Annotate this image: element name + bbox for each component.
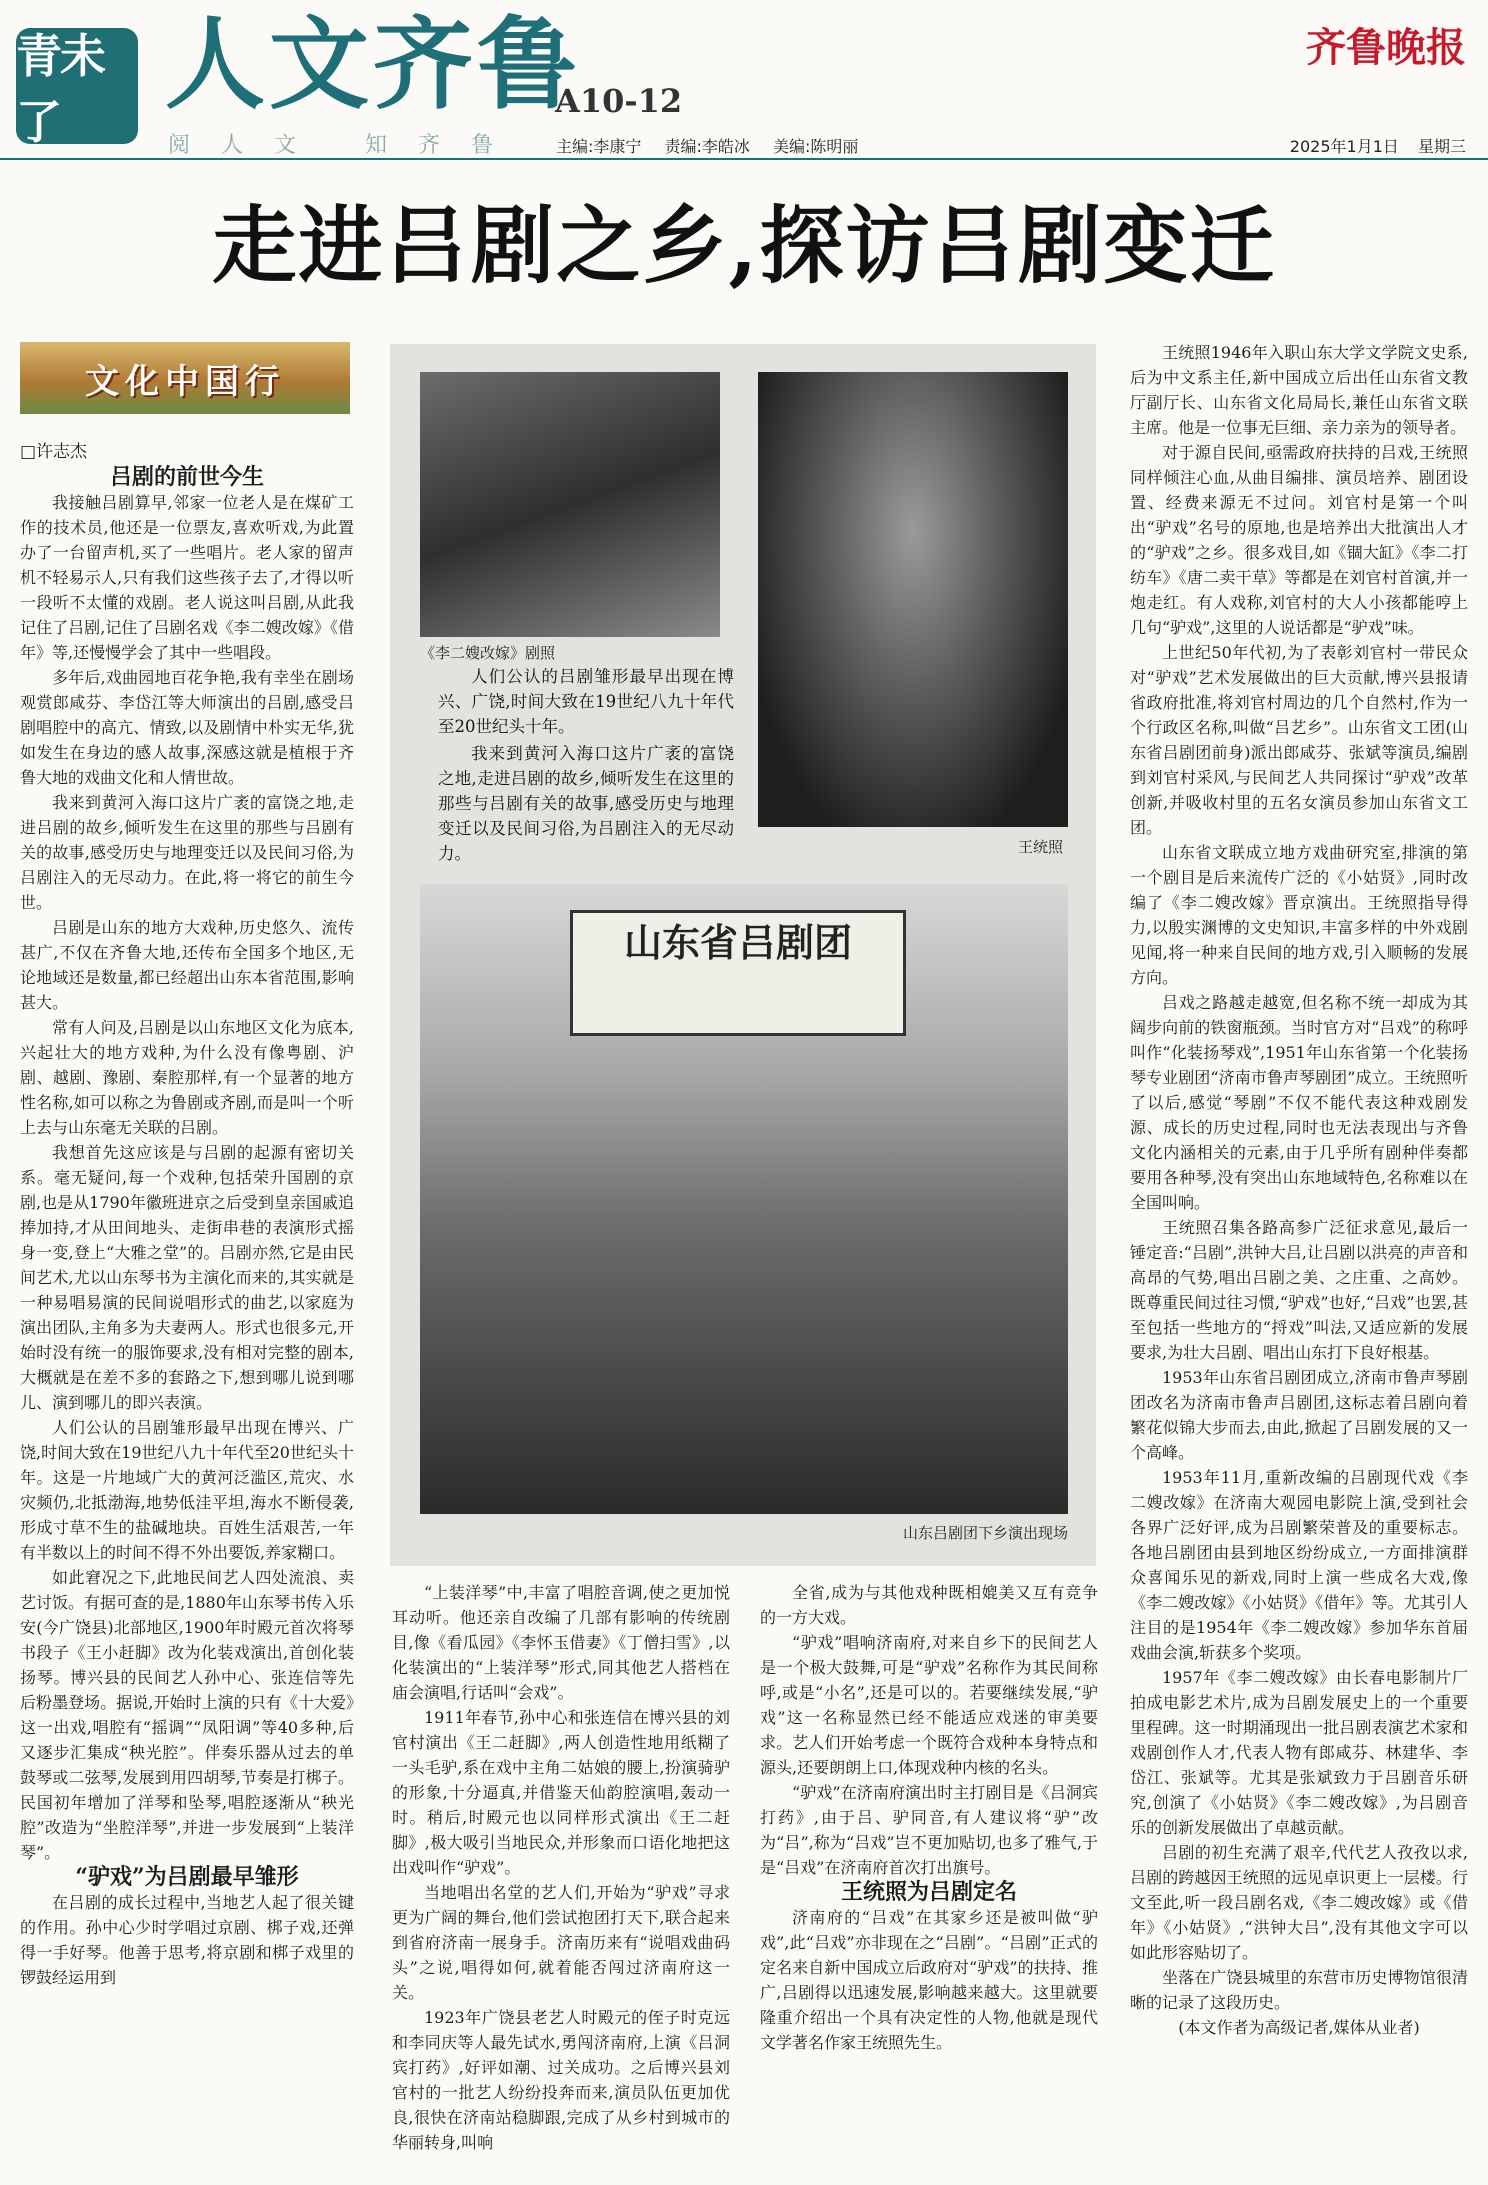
banner-text: 文化中国行: [85, 361, 285, 402]
page-name: 人文齐鲁: [165, 5, 581, 123]
photo-troupe-performance: [420, 884, 1068, 1514]
paragraph: 1923年广饶县老艺人时殿元的侄子时克远和李同庆等人最先试水,勇闯济南府,上演《吕洞宾打药》,好评如潮、过关成功。之后博兴县刘官村的一批艺人纷纷投奔而来,演员队伍更加优良,很快在济南站稳脚跟,完成了从乡村到城市的华丽转身,叫响: [392, 2008, 730, 2152]
column-2: [392, 1580, 730, 2155]
paragraph: 山东省文联成立地方戏曲研究室,排演的第一个剧目是后来流传广泛的《小姑贤》,同时改编了《李二嫂改嫁》晋京演出。王统照指导得力,以殷实渊博的文史知识,丰富多样的中外戏剧见闻,将一种来自民间的地方戏,引入顺畅的发展方向。: [1130, 843, 1468, 987]
column-logo: 青未了: [16, 28, 138, 144]
pull-quote: [438, 664, 734, 868]
paragraph: “驴戏”在济南府演出时主打剧目是《吕洞宾打药》,由于吕、驴同音,有人建议将“驴”改为“吕”,称为“吕戏”岂不更加贴切,也多了雅气,于是“吕戏”在济南府首次打出旗号。: [760, 1783, 1098, 1877]
section-heading-1: 吕剧的前世今生: [109, 464, 264, 490]
paragraph: 我来到黄河入海口这片广袤的富饶之地,走进吕剧的故乡,倾听发生在这里的那些与吕剧有关的故事,感受历史与地理变迁以及民间习俗,为吕剧注入的无尽动力。在此,将一将它的前生今世。: [20, 793, 354, 912]
paragraph: 在吕剧的成长过程中,当地艺人起了很关键的作用。孙中心少时学唱过京剧、梆子戏,还弹得一手好琴。他善于思考,将京剧和梆子戏里的锣鼓经运用到: [20, 1893, 354, 1987]
paragraph: 人们公认的吕剧雏形最早出现在博兴、广饶,时间大致在19世纪八九十年代至20世纪头十年。这是一片地域广大的黄河泛滥区,荒灾、水灾频仍,北抵渤海,地势低洼平坦,海水不断侵袭,形成寸草不生的盐碱地块。百姓生活艰苦,一年有半数以上的时间不得不外出要饭,养家糊口。: [20, 1418, 354, 1562]
art-editor: 美编:陈明丽: [773, 137, 859, 156]
photo-wang-tongzhao: [758, 372, 1068, 827]
paragraph: 1953年11月,重新改编的吕剧现代戏《李二嫂改嫁》在济南大观园电影院上演,受到社会各界广泛好评,成为吕剧繁荣普及的重要标志。各地吕剧团由县到地区纷纷成立,一方面排演群众喜闻乐见的新戏,同时上演一些成名大戏,像《李二嫂改嫁》《小姑贤》《借年》等。尤其引人注目的是1954年《李二嫂改嫁》参加华东首届戏曲会演,斩获多个奖项。: [1130, 1468, 1468, 1662]
editor: 主编:李康宁: [556, 137, 642, 156]
paragraph: 王统照召集各路高参广泛征求意见,最后一锤定音:“吕剧”,洪钟大吕,让吕剧以洪亮的声音和高昂的气势,唱出吕剧之美、之庄重、之高妙。既尊重民间过往习惯,“驴戏”也好,“吕戏”也罢,甚至包括一些地方的“捋戏”叫法,又适应新的发展要求,为壮大吕剧、唱出山东打下良好根基。: [1130, 1218, 1468, 1362]
author-note: (本文作者为高级记者,媒体从业者): [1178, 2018, 1420, 2037]
paragraph: “上装洋琴”中,丰富了唱腔音调,使之更加悦耳动听。他还亲自改编了几部有影响的传统剧目,像《看瓜园》《李怀玉借妻》《丁僧扫雪》,以化装演出的“上装洋琴”形式,同其他艺人搭档在庙会演唱,行话叫“会戏”。: [392, 1583, 730, 1702]
masthead-rule: [0, 158, 1488, 160]
paragraph: 全省,成为与其他戏种既相媲美又互有竞争的一方大戏。: [760, 1583, 1098, 1627]
paragraph: 如此窘况之下,此地民间艺人四处流浪、卖艺讨饭。有据可查的是,1880年山东琴书传入乐安(今广饶县)北部地区,1900年时殿元首次将琴书段子《王小赶脚》改为化装戏演出,首创化装扬琴。博兴县的民间艺人孙中心、张连信等先后粉墨登场。据说,开始时上演的只有《十大爱》这一出戏,唱腔有“摇调”“凤阳调”等40多种,后又逐步汇集成“秧光腔”。伴奏乐器从过去的单鼓琴或二弦琴,发展到用四胡琴,节奏是打梆子。民国初年增加了洋琴和坠琴,唱腔逐渐从“秧光腔”改造为“坐腔洋琴”,并进一步发展到“上装洋琴”。: [20, 1568, 354, 1862]
photo-caption-2: 王统照: [1018, 838, 1064, 856]
editor-credits: [556, 134, 876, 157]
paragraph: 我想首先这应该是与吕剧的起源有密切关系。毫无疑问,每一个戏种,包括荣升国剧的京剧,也是从1790年徽班进京之后受到皇亲国戚追捧加持,才从田间地头、走街串巷的表演形式摇身一变,登上“大雅之堂”的。吕剧亦然,它是由民间艺术,尤以山东琴书为主演化而来的,其实就是一种易唱易演的民间说唱形式的曲艺,以家庭为演出团队,主角多为夫妻两人。形式也很多元,开始时没有统一的服饰要求,没有相对完整的剧本,大概就是在差不多的套路之下,想到哪儿说到哪儿、演到哪儿的即兴表演。: [20, 1143, 354, 1412]
date: 2025年1月1日: [1289, 137, 1399, 156]
paragraph: 吕戏之路越走越宽,但名称不统一却成为其阔步向前的铁窗瓶颈。当时官方对“吕戏”的称呼叫作“化装扬琴戏”,1951年山东省第一个化装扬琴专业剧团“济南市鲁声琴剧团”成立。王统照听了以后,感觉“琴剧”不仅不能代表这种戏剧发源、成长的历史过程,同时也无法表现出与齐鲁文化内涵相关的元素,由于几乎所有剧种伴奏都要用各种琴,没有突出山东地域特色,名称难以在全国叫响。: [1130, 993, 1468, 1212]
paragraph: 1953年山东省吕剧团成立,济南市鲁声琴剧团改名为济南市鲁声吕剧团,这标志着吕剧向着繁花似锦大步而去,由此,掀起了吕剧发展的又一个高峰。: [1130, 1368, 1468, 1462]
photo-li-ersao-stills: [420, 372, 720, 637]
paragraph: 吕剧是山东的地方大戏种,历史悠久、流传甚广,不仅在齐鲁大地,还传布全国多个地区,无论地域还是数量,都已经超出山东本省范围,影响甚大。: [20, 918, 354, 1012]
dateline: [1276, 134, 1466, 157]
paragraph: 坐落在广饶县城里的东营市历史博物馆很清晰的记录了这段历史。: [1130, 1968, 1468, 2012]
paragraph: 我接触吕剧算早,邻家一位老人是在煤矿工作的技术员,他还是一位票友,喜欢听戏,为此置办了一台留声机,买了一些唱片。老人家的留声机不轻易示人,只有我们这些孩子去了,才得以听一段听不太懂的戏剧。老人说这叫吕剧,从此我记住了吕剧,记住了吕剧名戏《李二嫂改嫁》《借年》等,还慢慢学会了其中一些唱段。: [20, 493, 354, 662]
paragraph: 济南府的“吕戏”在其家乡还是被叫做“驴戏”,此“吕戏”亦非现在之“吕剧”。“吕剧”正式的定名来自新中国成立后政府对“驴戏”的扶持、推广,吕剧得以迅速发展,影响越来越大。这里就要隆重介绍出一个具有决定性的人物,他就是现代文学著名作家王统照先生。: [760, 1908, 1098, 2052]
weekday: 星期三: [1417, 137, 1466, 156]
slogan: 阅人文 知齐鲁: [168, 133, 524, 158]
section-banner: [20, 342, 350, 414]
pull-quote-text-2: 我来到黄河入海口这片广袤的富饶之地,走进吕剧的故乡,倾听发生在这里的那些与吕剧有关的故事,感受历史与地理变迁以及民间习俗,为吕剧注入的无尽动力。: [438, 744, 734, 863]
paragraph: 王统照1946年入职山东大学文学院文史系,后为中文系主任,新中国成立后出任山东省文教厅副厅长、山东省文化局局长,兼任山东省文联主席。他是一位事无巨细、亲力亲为的领导者。: [1130, 343, 1468, 437]
photo-panel: [390, 344, 1096, 1566]
column-3: [760, 1580, 1098, 2055]
photo-caption-3: 山东吕剧团下乡演出现场: [902, 1524, 1068, 1542]
paragraph: “驴戏”唱响济南府,对来自乡下的民间艺人是一个极大鼓舞,可是“驴戏”名称作为其民间称呼,或是“小名”,还是可以的。若要继续发展,“驴戏”这一名称显然已经不能适应戏迷的审美要求。艺人们开始考虑一个既符合戏种本身特点和源头,还要朗朗上口,体现戏种内核的名头。: [760, 1633, 1098, 1777]
headline: 走进吕剧之乡,探访吕剧变迁: [212, 196, 1276, 295]
paragraph: 当地唱出名堂的艺人们,开始为“驴戏”寻求更为广阔的舞台,他们尝试抱团打天下,联合起来到省府济南一展身手。济南历来有“说唱戏曲码头”之说,唱得如何,就着能否闯过济南府这一关。: [392, 1883, 730, 2002]
column-1: [20, 440, 354, 1990]
photo-caption-1: 《李二嫂改嫁》剧照: [420, 644, 556, 662]
byline: □许志杰: [20, 442, 88, 462]
paragraph: 多年后,戏曲园地百花争艳,我有幸坐在剧场观赏郎咸芬、李岱江等大师演出的吕剧,感受吕剧唱腔中的高亢、情致,以及剧情中朴实无华,犹如发生在身边的感人故事,深感这就是植根于齐鲁大地的戏曲文化和人情世故。: [20, 668, 354, 787]
troupe-sign: 山东省吕剧团: [570, 910, 906, 1036]
paragraph: 常有人问及,吕剧是以山东地区文化为底本,兴起壮大的地方戏种,为什么没有像粤剧、沪剧、越剧、豫剧、秦腔那样,有一个显著的地方性名称,如可以称之为鲁剧或齐剧,而是叫一个听上去与山东毫无关联的吕剧。: [20, 1018, 354, 1137]
newspaper-brand: 齐鲁晚报: [1306, 24, 1466, 71]
section-heading-2: “驴戏”为吕剧最早雏形: [75, 1864, 299, 1890]
paragraph: 1911年春节,孙中心和张连信在博兴县的刘官村演出《王二赶脚》,两人创造性地用纸糊了一头毛驴,系在戏中主角二姑娘的腰上,扮演骑驴的形象,十分逼真,并借鉴天仙韵腔演唱,轰动一时。稍后,时殿元也以同样形式演出《王二赶脚》,极大吸引当地民众,并形象而口语化地把这出戏叫作“驴戏”。: [392, 1708, 730, 1877]
paragraph: 吕剧的初生充满了艰辛,代代艺人孜孜以求,吕剧的跨越因王统照的远见卓识更上一层楼。行文至此,听一段吕剧名戏,《李二嫂改嫁》或《借年》《小姑贤》,“洪钟大吕”,没有其他文字可以如此形容贴切了。: [1130, 1843, 1468, 1962]
duty-editor: 责编:李皓冰: [664, 137, 750, 156]
paragraph: 上世纪50年代初,为了表彰刘官村一带民众对“驴戏”艺术发展做出的巨大贡献,博兴县报请省政府批准,将刘官村周边的几个自然村,作为一个行政区名称,叫做“吕艺乡”。山东省文工团(山东省吕剧团前身)派出郎咸芬、张斌等演员,编剧到刘官村采风,与民间艺人共同探讨“驴戏”改革创新,并吸收村里的五名女演员参加山东省文工团。: [1130, 643, 1468, 837]
column-4: [1130, 340, 1468, 2040]
paragraph: 对于源自民间,亟需政府扶持的吕戏,王统照同样倾注心血,从曲目编排、演员培养、剧团设置、经费来源无不过问。刘官村是第一个叫出“驴戏”名号的原地,也是培养出大批演出人才的“驴戏”之乡。很多戏目,如《锢大缸》《李二打纺车》《唐二卖干草》等都是在刘官村首演,并一炮走红。有人戏称,刘官村的大人小孩都能哼上几句“驴戏”,这里的人说话都是“驴戏”味。: [1130, 443, 1468, 637]
section-heading-3: 王统照为吕剧定名: [840, 1879, 1017, 1905]
paragraph: 1957年《李二嫂改嫁》由长春电影制片厂拍成电影艺术片,成为吕剧发展史上的一个重要里程碑。这一时期涌现出一批吕剧表演艺术家和戏剧创作人才,代表人物有郎咸芬、林建华、李岱江、张斌等。尤其是张斌致力于吕剧音乐研究,创演了《小姑贤》《李二嫂改嫁》,为吕剧音乐的创新发展做出了卓越贡献。: [1130, 1668, 1468, 1837]
pull-quote-text-1: 人们公认的吕剧雏形最早出现在博兴、广饶,时间大致在19世纪八九十年代至20世纪头十年。: [438, 667, 734, 736]
page-code: A10-12: [555, 82, 683, 120]
